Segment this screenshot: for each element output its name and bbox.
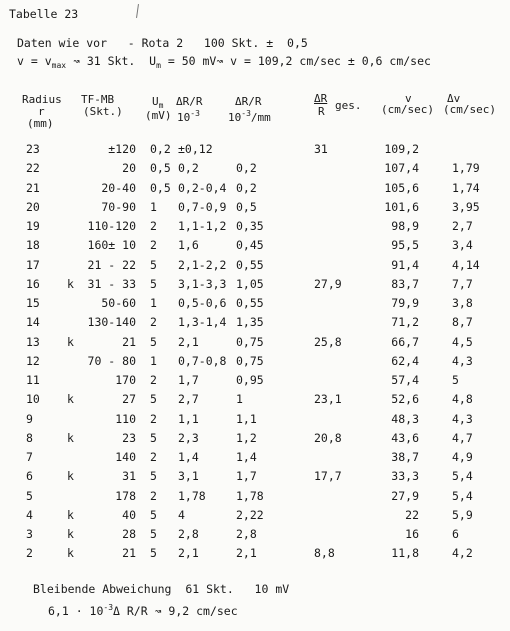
table-row [0,488,510,506]
footer-line-2: $6,1 \cdot 10^{-3}\Delta$ R/R ↝ 9,2 cm/sec [48,603,238,618]
table-row [0,394,510,409]
cell-radius: 16 [26,276,40,291]
table-row [0,144,510,159]
cell-drr-mm: 0,5 [236,199,257,214]
cell-um: 2 [150,450,157,464]
cell-dv: 5 [452,373,459,387]
cell-marker: k [67,507,74,522]
cell-v: 66,7 [391,334,419,349]
cell-dv: 4,3 [452,353,473,368]
cell-tfmb: 20 [122,161,136,176]
cell-drr: 0,2-0,4 [178,180,227,195]
cell-tfmb: 50-60 [101,296,136,310]
cell-dv: 5,4 [452,488,473,503]
cell-drr: 2,7 [178,392,199,407]
cell-um: 5 [150,469,157,484]
table-row [0,298,510,313]
header-drr-ges-den: R [318,105,325,118]
cell-dv: 3,8 [452,296,473,310]
cell-um: 5 [150,527,157,541]
cell-um: 5 [150,546,157,561]
cell-dv: 4,9 [452,450,473,464]
cell-drr-mm: 1,7 [236,469,257,484]
cell-v: 33,3 [391,469,419,484]
cell-drr-mm: 1,35 [236,315,264,330]
cell-drr: 1,3-1,4 [178,315,227,330]
table-row [0,375,510,390]
table-row [0,221,510,236]
pencil-mark [136,4,139,18]
cell-dv: 4,14 [452,257,480,272]
cell-drr-mm: 1,78 [236,488,264,503]
cell-um: 2 [150,219,157,233]
header-drr-unit: $10^{-3}$ [177,109,200,124]
table-row [0,411,510,429]
table-row [0,471,510,486]
cell-dv: 5,9 [452,507,473,522]
cell-um: 5 [150,334,157,349]
cell-drr-ges: 17,7 [314,469,342,484]
cell-drr-mm: 0,75 [236,353,264,368]
cell-dv: 4,8 [452,392,473,407]
cell-drr: 2,8 [178,527,199,541]
cell-tfmb: 27 [122,392,136,407]
cell-drr-mm: 0,95 [236,373,264,387]
table-title: Tabelle 23 [9,7,79,21]
cell-marker: k [67,334,74,349]
cell-drr-ges: 23,1 [314,392,342,407]
table-row [0,276,510,294]
cell-dv: 3,4 [452,238,473,253]
cell-drr: 0,2 [178,161,199,176]
cell-drr-mm: 1,05 [236,276,264,291]
description-line-2: $v = v_{max}$ ↝ 31 Skt. $U_m = 50$ mV↝ v = 109,2 cm/sec ± 0,6 cm/sec [17,54,431,70]
cell-drr-mm: 0,75 [236,334,264,349]
header-drr: ΔR/R [176,95,203,108]
cell-tfmb: 70 - 80 [87,353,136,368]
cell-um: 0,2 [150,142,171,156]
footer-line-1: Bleibende Abweichung 61 Skt. 10 mV [33,582,290,596]
cell-tfmb: 178 [115,488,136,503]
header-v: v [405,92,412,105]
cell-marker: k [67,469,74,484]
cell-um: 1 [150,353,157,368]
cell-tfmb: 31 [122,469,136,484]
table-row [0,452,510,467]
header-um-unit: (mV) [145,109,172,122]
cell-v: 107,4 [384,161,419,176]
cell-v: 11,8 [391,546,419,561]
header-um: $U_m$ [152,95,164,110]
cell-tfmb: 21 - 22 [87,257,136,272]
cell-radius: 10 [26,392,40,407]
cell-tfmb: 70-90 [101,199,136,214]
cell-drr: 1,78 [178,488,206,503]
cell-tfmb: 21 [122,546,136,561]
cell-drr: 2,1-2,2 [178,257,227,272]
cell-um: 2 [150,315,157,330]
cell-um: 5 [150,430,157,445]
header-drr-mm: ΔR/R [235,95,262,108]
cell-radius: 9 [26,411,33,426]
cell-dv: 8,7 [452,315,473,330]
cell-tfmb: 130-140 [87,315,136,330]
cell-drr: 1,7 [178,373,199,387]
cell-v: 98,9 [391,219,419,233]
table-row [0,430,510,448]
cell-tfmb: 110 [115,411,136,426]
cell-tfmb: ±120 [108,142,136,156]
cell-drr-ges: 27,9 [314,276,342,291]
cell-drr: 0,7-0,8 [178,353,227,368]
cell-um: 5 [150,276,157,291]
cell-um: 5 [150,392,157,407]
cell-um: 1 [150,296,157,310]
cell-drr: 1,6 [178,238,199,253]
cell-radius: 13 [26,334,40,349]
cell-radius: 4 [26,507,33,522]
cell-um: 2 [150,411,157,426]
cell-v: 95,5 [391,238,419,253]
cell-um: 1 [150,199,157,214]
cell-radius: 15 [26,296,40,310]
table-row [0,199,510,217]
cell-um: 2 [150,488,157,503]
cell-dv: 4,7 [452,430,473,445]
description-line-1: Daten wie vor - Rota 2 100 Skt. ± 0,5 [17,36,308,50]
cell-v: 38,7 [391,450,419,464]
cell-radius: 17 [26,257,40,272]
cell-um: 0,5 [150,180,171,195]
table-row [0,529,510,544]
table-row [0,353,510,371]
cell-dv: 4,2 [452,546,473,561]
table-row [0,163,510,178]
cell-marker: k [67,546,74,561]
cell-drr-mm: 1 [236,392,243,407]
table-row [0,317,510,332]
cell-radius: 6 [26,469,33,484]
cell-drr: 2,1 [178,334,199,349]
cell-v: 52,6 [391,392,419,407]
cell-dv: 5,4 [452,469,473,484]
table-row [0,334,510,352]
cell-drr-mm: 2,22 [236,507,264,522]
header-dv-unit: (cm/sec) [443,103,496,116]
cell-drr: 4 [178,507,185,522]
cell-radius: 20 [26,199,40,214]
cell-radius: 23 [26,142,40,156]
cell-tfmb: 170 [115,373,136,387]
cell-drr: 0,5-0,6 [178,296,227,310]
table-row [0,180,510,198]
header-radius: Radius [22,93,62,106]
table-row [0,240,510,255]
cell-dv: 3,95 [452,199,480,214]
cell-v: 83,7 [391,276,419,291]
cell-marker: k [67,276,74,291]
cell-drr-mm: 0,45 [236,238,264,253]
cell-radius: 5 [26,488,33,503]
cell-drr-mm: 2,8 [236,527,257,541]
cell-tfmb: 21 [122,334,136,349]
header-drr-mm-unit: $10^{-3}/mm$ [228,109,271,124]
cell-radius: 8 [26,430,33,445]
cell-drr: 0,7-0,9 [178,199,227,214]
cell-um: 0,5 [150,161,171,176]
cell-radius: 14 [26,315,40,330]
cell-um: 2 [150,238,157,253]
cell-v: 22 [405,507,419,522]
cell-radius: 11 [26,373,40,387]
cell-drr: ±0,12 [178,142,213,156]
cell-v: 91,4 [391,257,419,272]
cell-v: 16 [405,527,419,541]
cell-tfmb: 140 [115,450,136,464]
cell-radius: 22 [26,161,40,176]
cell-drr-mm: 1,2 [236,430,257,445]
cell-marker: k [67,430,74,445]
cell-v: 48,3 [391,411,419,426]
cell-tfmb: 20-40 [101,180,136,195]
cell-v: 57,4 [391,373,419,387]
header-radius-unit: (mm) [27,117,54,130]
cell-um: 5 [150,257,157,272]
table-row [0,257,510,275]
cell-v: 27,9 [391,488,419,503]
cell-tfmb: 160± 10 [87,238,136,253]
cell-v: 109,2 [384,142,419,156]
header-radius-r: r [38,105,45,118]
cell-radius: 19 [26,219,40,233]
cell-v: 43,6 [391,430,419,445]
cell-drr-mm: 0,55 [236,257,264,272]
cell-dv: 1,79 [452,161,480,176]
cell-marker: k [67,392,74,407]
cell-radius: 2 [26,546,33,561]
cell-tfmb: 40 [122,507,136,522]
cell-v: 71,2 [391,315,419,330]
cell-dv: 6 [452,527,459,541]
cell-v: 79,9 [391,296,419,310]
cell-radius: 12 [26,353,40,368]
cell-marker: k [67,527,74,541]
cell-drr-mm: 1,1 [236,411,257,426]
cell-drr: 3,1 [178,469,199,484]
cell-drr-mm: 2,1 [236,546,257,561]
cell-drr: 3,1-3,3 [178,276,227,291]
cell-v: 105,6 [384,180,419,195]
cell-radius: 7 [26,450,33,464]
cell-drr: 1,1 [178,411,199,426]
table-row [0,507,510,525]
cell-drr: 1,1-1,2 [178,219,227,233]
cell-radius: 21 [26,180,40,195]
cell-v: 101,6 [384,199,419,214]
cell-drr: 2,3 [178,430,199,445]
cell-drr-ges: 20,8 [314,430,342,445]
cell-drr-mm: 0,35 [236,219,264,233]
header-tfmb: TF-MB [81,93,115,106]
cell-drr-ges: 8,8 [314,546,335,561]
cell-v: 62,4 [391,353,419,368]
cell-drr-mm: 0,55 [236,296,264,310]
cell-radius: 3 [26,527,33,541]
cell-drr: 2,1 [178,546,199,561]
cell-radius: 18 [26,238,40,253]
cell-dv: 1,74 [452,180,480,195]
table-row [0,548,510,563]
header-drr-ges-num: ΔR [314,92,328,105]
cell-drr-ges: 31 [314,142,328,156]
cell-tfmb: 23 [122,430,136,445]
cell-dv: 2,7 [452,219,473,233]
header-dv: Δv [447,92,461,105]
cell-dv: 4,5 [452,334,473,349]
cell-tfmb: 28 [122,527,136,541]
cell-drr-mm: 0,2 [236,180,257,195]
cell-um: 5 [150,507,157,522]
cell-dv: 7,7 [452,276,473,291]
header-tfmb-unit: (Skt.) [83,105,123,118]
cell-tfmb: 110-120 [87,219,136,233]
cell-dv: 4,3 [452,411,473,426]
cell-drr-mm: 0,2 [236,161,257,176]
header-drr-ges-label: ges. [335,99,362,112]
cell-drr-ges: 25,8 [314,334,342,349]
cell-drr-mm: 1,4 [236,450,257,464]
header-v-unit: (cm/sec) [381,103,434,116]
cell-um: 2 [150,373,157,387]
cell-drr: 1,4 [178,450,199,464]
cell-tfmb: 31 - 33 [87,276,136,291]
